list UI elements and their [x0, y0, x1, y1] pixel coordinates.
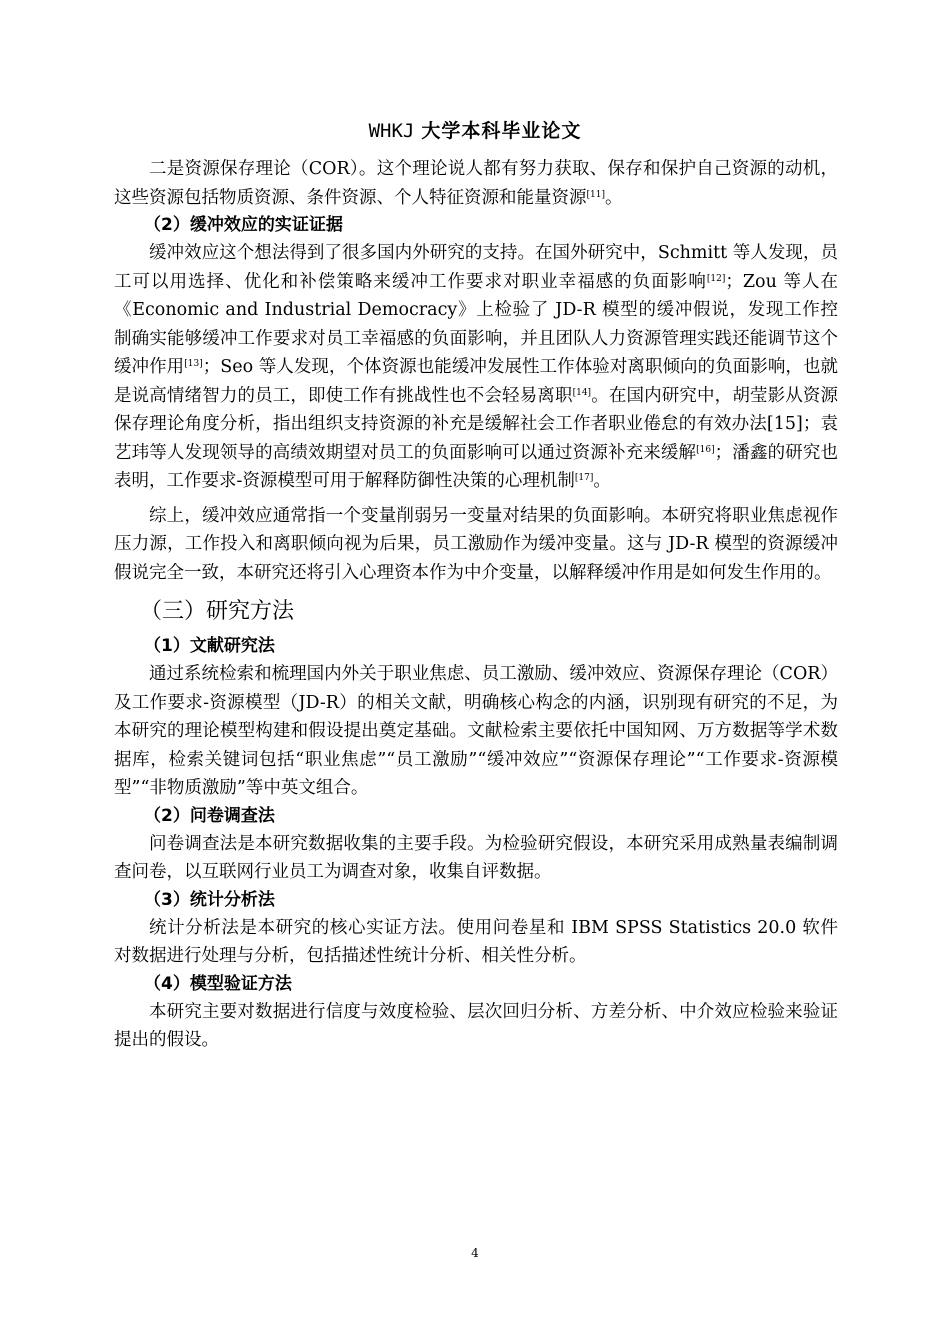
- paragraph-model-validation: 本研究主要对数据进行信度与效度检验、层次回归分析、方差分析、中介效应检验来验证提出的假设。: [114, 1001, 838, 1050]
- subheading-survey-method: （2）问卷调查法: [144, 805, 275, 826]
- page-header: [0, 118, 950, 144]
- subheading-buffer-evidence: （2）缓冲效应的实证证据: [144, 215, 343, 235]
- header-school-code: WHKJ: [368, 120, 415, 142]
- main-content: [114, 155, 838, 1055]
- citation-16: [16]: [696, 444, 715, 455]
- page-number: 4: [471, 1246, 479, 1260]
- header-title: 大学本科毕业论文: [421, 120, 582, 142]
- paragraph-buffer-evidence: 缓冲效应这个想法得到了很多国内外研究的支持。在国外研究中，Schmitt 等人发现，员工可以用选择、优化和补偿策略来缓冲工作要求对职业幸福感的负面影响[12]；Zou 等人在《Economic and Industrial Democracy》上检验了 JD-R 模型的缓冲假说，发现工作控制确实能够缓冲工作要求对员工幸福感的负面影响，并且团队人力资源管理实践还能调节这个缓冲作用[13]；Seo 等人发现，个体资源也能缓冲发展性工作体验对离职倾向的负面影响，也就是说高情绪智力的员工，即使工作有挑战性也不会轻易离职[14]。在国内研究中，胡莹影从资源保存理论角度分析，指出组织支持资源的补充是缓解社会工作者职业倦怠的有效办法[15]；袁艺玮等人发现领导的高绩效期望对员工的负面影响可以通过资源补充来缓解[16]；潘鑫的研究也表明，工作要求-资源模型可用于解释防御性决策的心理机制[17]。: [114, 243, 839, 491]
- citation-13: [13]: [184, 359, 203, 369]
- subheading-statistics-method: （3）统计分析法: [144, 889, 275, 910]
- section-title-research-methods: （三）研究方法: [140, 599, 295, 624]
- subheading-literature-method: （1）文献研究法: [144, 636, 275, 656]
- citation-11: [11]: [586, 189, 605, 200]
- paragraph-survey-method: 问卷调查法是本研究数据收集的主要手段。为检验研究假设，本研究采用成熟量表编制调查问卷，以互联网行业员工为调查对象，收集自评数据。: [114, 833, 838, 882]
- subheading-model-validation: （4）模型验证方法: [144, 973, 292, 994]
- paragraph-summary: 综上，缓冲效应通常指一个变量削弱另一变量对结果的负面影响。本研究将职业焦虑视作压力源，工作投入和离职倾向视为后果，员工激励作为缓冲变量。这与 JD-R 模型的资源缓冲假说完全一致，本研究还将引入心理资本作为中介变量，以解释缓冲作用是如何发生作用的。: [114, 505, 838, 583]
- citation-14: [14]: [572, 387, 592, 398]
- paragraph-cor-theory: 二是资源保存理论（COR）。这个理论说人都有努力获取、保存和保护自己资源的动机，这些资源包括物质资源、条件资源、个人特征资源和能量资源[11]。: [114, 159, 838, 208]
- citation-12: [12]: [706, 273, 726, 284]
- citation-17: [17]: [574, 473, 594, 483]
- paragraph-statistics-method: 统计分析法是本研究的核心实证方法。使用问卷星和 IBM SPSS Statistics 20.0 软件对数据进行处理与分析，包括描述性统计分析、相关性分析。: [114, 917, 838, 966]
- paragraph-literature-method: 通过系统检索和梳理国内外关于职业焦虑、员工激励、缓冲效应、资源保存理论（COR）及工作要求-资源模型（JD-R）的相关文献，明确核心构念的内涵，识别现有研究的不足，为本研究的理论模型构建和假设提出奠定基础。文献检索主要依托中国知网、万方数据等学术数据库，检索关键词包括“职业焦虑”“员工激励”“缓冲效应”“资源保存理论”“工作要求-资源模型”“非物质激励”等中英文组合。: [114, 664, 838, 798]
